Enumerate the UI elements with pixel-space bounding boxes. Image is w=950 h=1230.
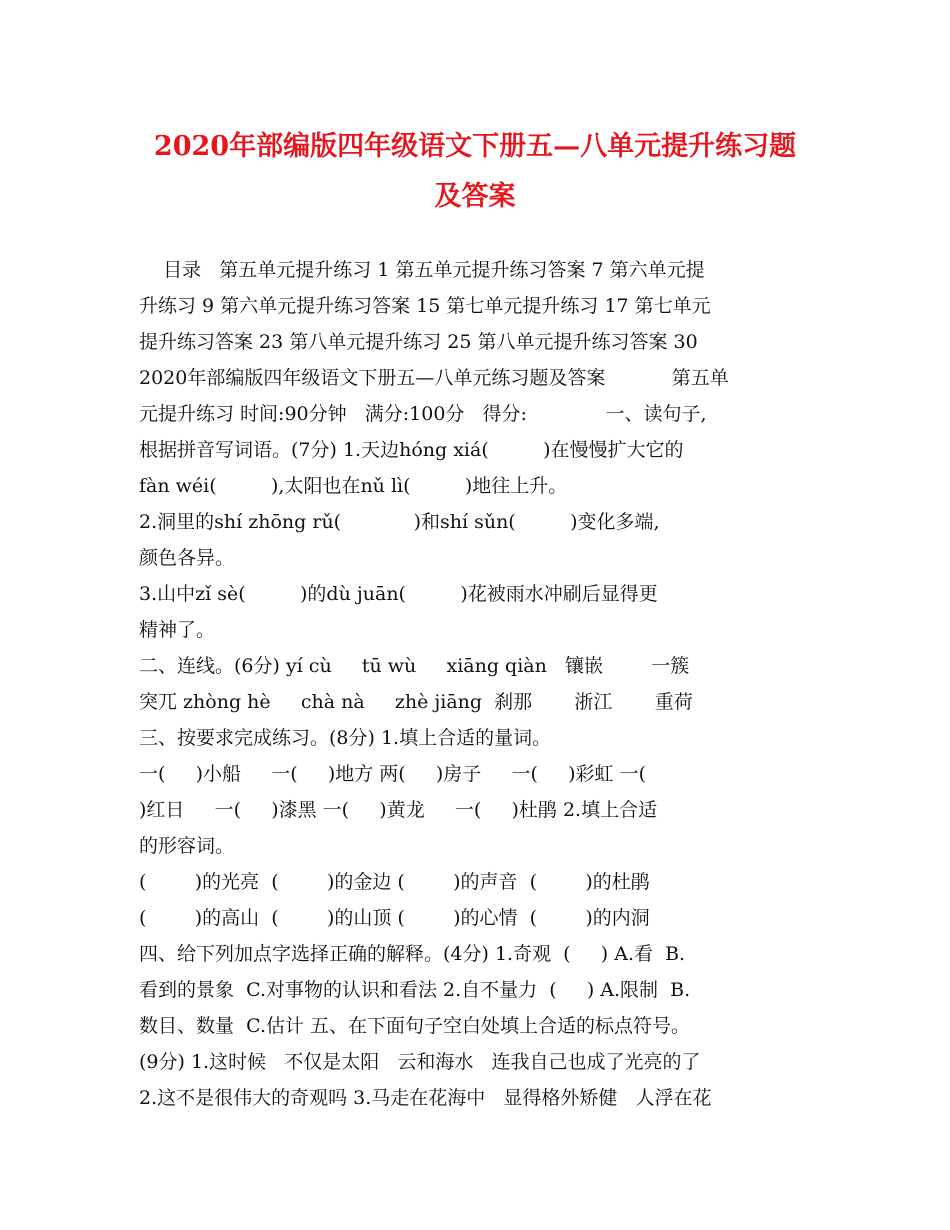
body-line: 颜色各异。	[139, 547, 235, 569]
body-line: ( )的高山 ( )的山顶 ( )的心情 ( )的内洞	[139, 907, 650, 929]
body-line: 提升练习答案 23 第八单元提升练习 25 第八单元提升练习答案 30	[139, 331, 698, 353]
body-line: 2.洞里的shí zhōng rǔ( )和shí sǔn( )变化多端,	[139, 511, 660, 533]
body-line: fàn wéi( ),太阳也在nǔ lì( )地往上升。	[139, 475, 568, 497]
body-line: 三、按要求完成练习。(8分) 1.填上合适的量词。	[139, 727, 552, 749]
body-line: (9分) 1.这时候 不仅是太阳 云和海水 连我自己也成了光亮的了	[139, 1051, 701, 1073]
body-line: 根据拼音写词语。(7分) 1.天边hóng xiá( )在慢慢扩大它的	[139, 439, 684, 461]
body-line: 二、连线。(6分) yí cù tū wù xiāng qiàn 镶嵌 一簇	[139, 655, 690, 677]
body-line: 2020年部编版四年级语文下册五—八单元练习题及答案 第五单	[139, 367, 729, 389]
document-title-line-2: 及答案	[434, 181, 516, 212]
body-line: 元提升练习 时间:90分钟 满分:100分 得分: 一、读句子,	[139, 403, 707, 425]
body-line: 突兀 zhòng hè chà nà zhè jiāng 刹那 浙江 重荷	[139, 691, 693, 713]
body-line: ( )的光亮 ( )的金边 ( )的声音 ( )的杜鹃	[139, 871, 650, 893]
body-line: )红日 一( )漆黑 一( )黄龙 一( )杜鹃 2.填上合适	[139, 799, 658, 821]
body-line: 数目、数量 C.估计 五、在下面句子空白处填上合适的标点符号。	[139, 1015, 691, 1037]
body-line: 目录 第五单元提升练习 1 第五单元提升练习答案 7 第六单元提	[139, 259, 705, 281]
document-title-line-1: 2020年部编版四年级语文下册五—八单元提升练习题	[153, 131, 797, 162]
body-line: 一( )小船 一( )地方 两( )房子 一( )彩虹 一(	[139, 763, 646, 785]
body-line: 精神了。	[139, 619, 216, 641]
body-line: 四、给下列加点字选择正确的解释。(4分) 1.奇观 ( ) A.看 B.	[139, 943, 686, 965]
body-line: 3.山中zǐ sè( )的dù juān( )花被雨水冲刷后显得更	[139, 583, 658, 605]
body-line: 升练习 9 第六单元提升练习答案 15 第七单元提升练习 17 第七单元	[139, 295, 711, 317]
body-line: 看到的景象 C.对事物的认识和看法 2.自不量力 ( ) A.限制 B.	[139, 979, 691, 1001]
body-line: 的形容词。	[139, 835, 235, 857]
body-line: 2.这不是很伟大的奇观吗 3.马走在花海中 显得格外矫健 人浮在花	[139, 1087, 712, 1109]
